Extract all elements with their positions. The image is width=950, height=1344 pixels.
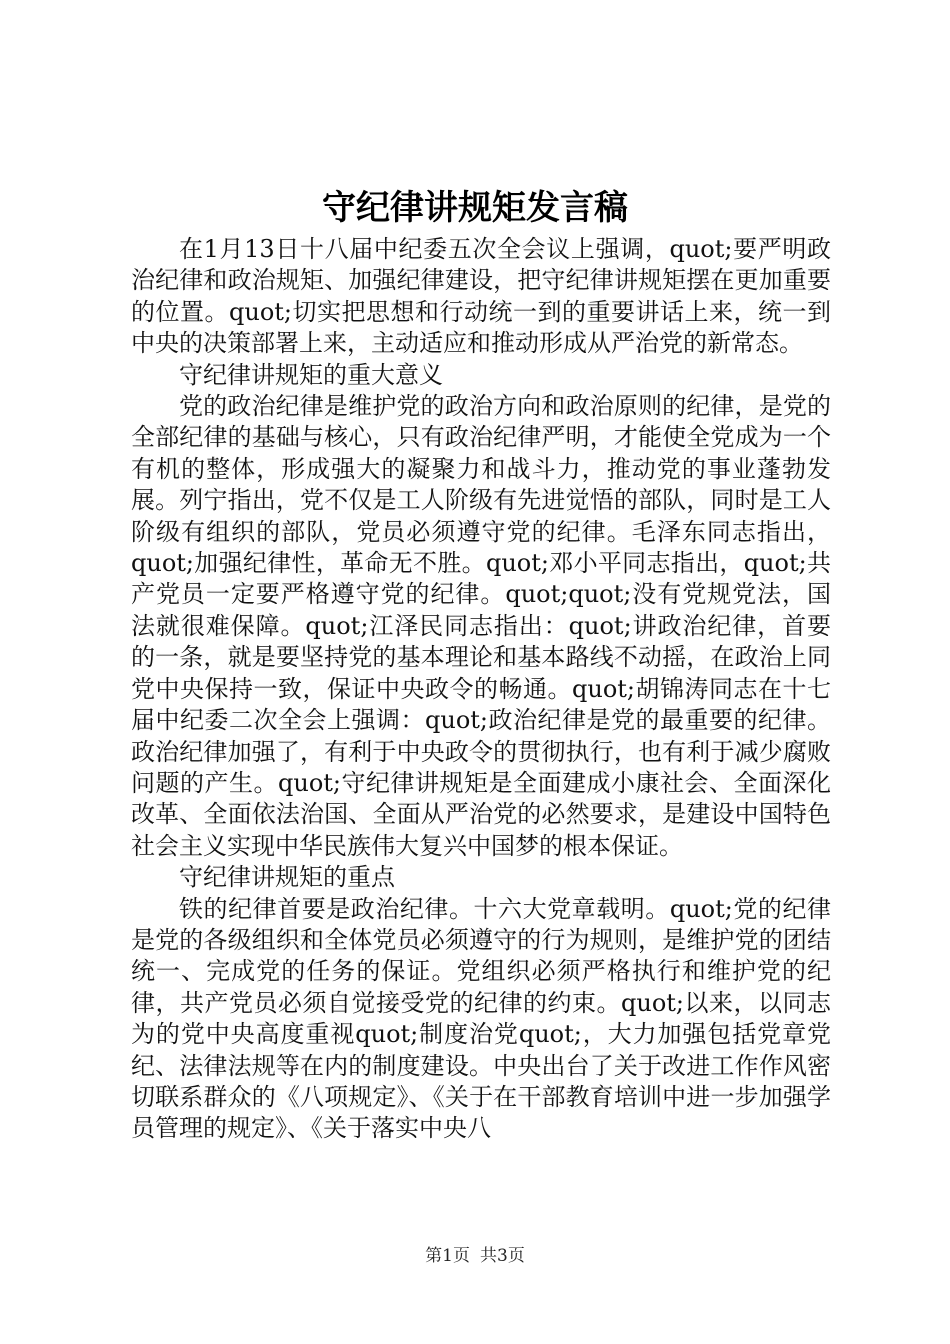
page-number: 第1页	[425, 1246, 470, 1266]
paragraph-focus: 铁的纪律首要是政治纪律。十六大党章载明。quot;党的纪律是党的各级组织和全体党员必须遵守的行为规则，是维护党的团结统一、完成党的任务的保证。党组织必须严格执行和维护党的纪律，共产党员必须自觉接受党的纪律的约束。quot;以来，以同志为的党中央高度重视quot;制度治党quot;，大力加强包括党章党纪、法律法规等在内的制度建设。中央出台了关于改进工作作风密切联系群众的《八项规定》、《关于在干部教育培训中进一步加强学员管理的规定》、《关于落实中央八	[131, 894, 831, 1143]
paragraph-intro: 在1月13日十八届中纪委五次全会议上强调，quot;要严明政治纪律和政治规矩、加强纪律建设，把守纪律讲规矩摆在更加重要的位置。quot;切实把思想和行动统一到的重要讲话上来，统一到中央的决策部署上来，主动适应和推动形成从严治党的新常态。	[131, 235, 831, 358]
document-title: 守纪律讲规矩发言稿	[322, 188, 628, 228]
page-total: 共3页	[480, 1246, 525, 1266]
document-body	[131, 234, 831, 1145]
section-heading-focus: 守纪律讲规矩的重点	[179, 863, 395, 892]
section-heading-significance: 守纪律讲规矩的重大意义	[179, 360, 443, 389]
paragraph-significance: 党的政治纪律是维护党的政治方向和政治原则的纪律，是党的全部纪律的基础与核心，只有政治纪律严明，才能使全党成为一个有机的整体，形成强大的凝聚力和战斗力，推动党的事业蓬勃发展。列宁指出，党不仅是工人阶级有先进觉悟的部队，同时是工人阶级有组织的部队，党员必须遵守党的纪律。毛泽东同志指出，quot;加强纪律性，革命无不胜。quot;邓小平同志指出，quot;共产党员一定要严格遵守党的纪律。quot;quot;没有党规党法，国法就很难保障。quot;江泽民同志指出：quot;讲政治纪律，首要的一条，就是要坚持党的基本理论和基本路线不动摇，在政治上同党中央保持一致，保证中央政令的畅通。quot;胡锦涛同志在十七届中纪委二次全会上强调：quot;政治纪律是党的最重要的纪律。政治纪律加强了，有利于中央政令的贯彻执行，也有利于减少腐败问题的产生。quot;守纪律讲规矩是全面建成小康社会、全面深化改革、全面依法治国、全面从严治党的必然要求，是建设中国特色社会主义实现中华民族伟大复兴中国梦的根本保证。	[131, 392, 831, 860]
page-footer	[0, 1244, 950, 1268]
